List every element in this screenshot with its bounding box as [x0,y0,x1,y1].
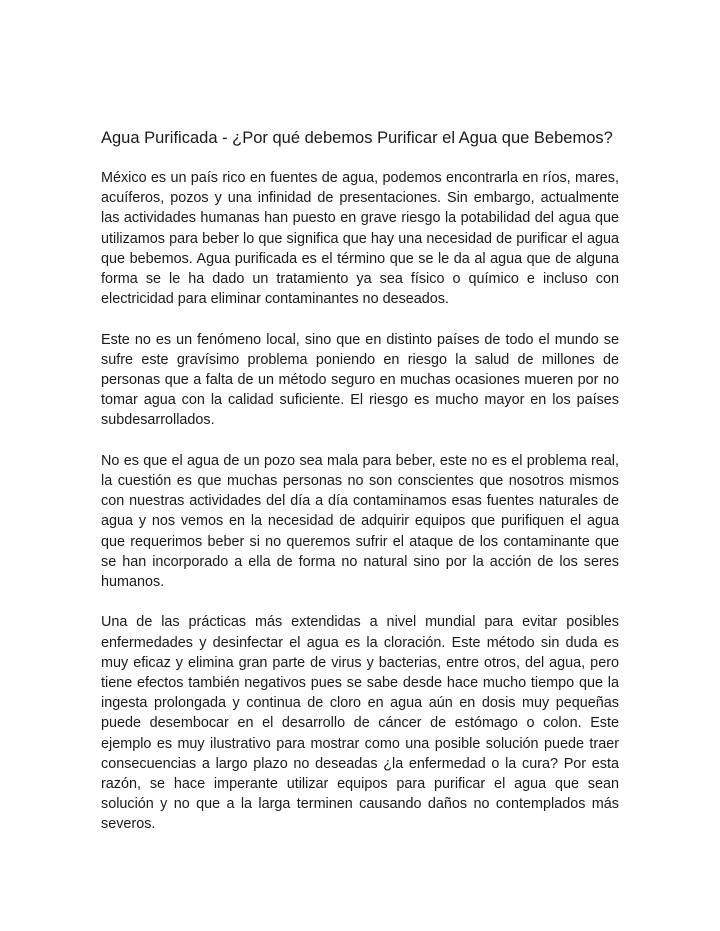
document-page [101,128,619,855]
paragraph-2: Este no es un fenómeno local, sino que en distinto países de todo el mundo se sufre este gravísimo problema poniendo en riesgo la salud de millones de personas que a falta de un método seguro en muchas ocasiones mueren por no tomar agua con la calidad suficiente. El riesgo es mucho mayor en los países subdesarrollados. [101,331,619,429]
paragraph-1: México es un país rico en fuentes de agua, podemos encontrarla en ríos, mares, acuíferos, pozos y una infinidad de presentaciones. Sin embargo, actualmente las actividades humanas han puesto en grave riesgo la potabilidad del agua que utilizamos para beber lo que significa que hay una necesidad de purificar el agua que bebemos. Agua purificada es el término que se le da al agua que de alguna forma se le ha dado un tratamiento ya sea físico o químico e incluso con electricidad para eliminar contaminantes no deseados. [101,170,619,308]
paragraph-3: No es que el agua de un pozo sea mala para beber, este no es el problema real, la cuestión es que muchas personas no son conscientes que nosotros mismos con nuestras actividades del día a día contaminamos esas fuentes naturales de agua y nos vemos en la necesidad de adquirir equipos que purifiquen el agua que requerimos beber si no queremos sufrir el ataque de los contaminante que se han incorporado a ella de forma no natural sino por la acción de los seres humanos. [101,452,619,591]
document-title: Agua Purificada - ¿Por qué debemos Purificar el Agua que Bebemos? [101,129,613,147]
paragraph-4: Una de las prácticas más extendidas a nivel mundial para evitar posibles enfermedades y desinfectar el agua es la cloración. Este método sin duda es muy eficaz y elimina gran parte de virus y bacterias, entre otros, del agua, pero tiene efectos también negativos pues se sabe desde hace mucho tiempo que la ingesta prolongada y continua de cloro en agua aún en dosis muy pequeñas puede desembocar en el desarrollo de cáncer de estómago o colon. Este ejemplo es muy ilustrativo para mostrar como una posible solución puede traer consecuencias a largo plazo no deseadas ¿la enfermedad o la cura? Por esta razón, se hace imperante utilizar equipos para purificar el agua que sean solución y no que a la larga terminen causando daños no contemplados más severos. [101,614,619,833]
